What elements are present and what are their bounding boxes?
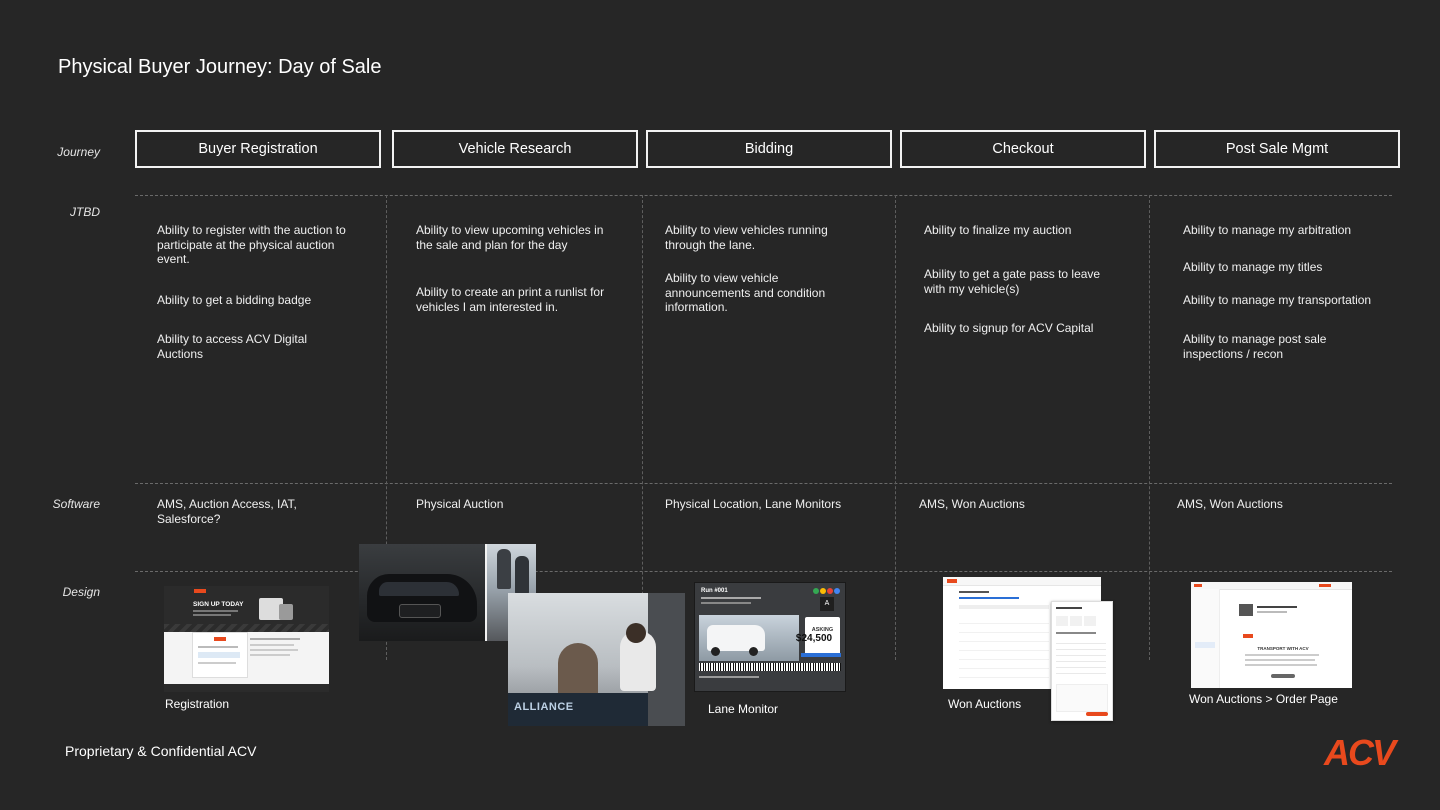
stage-checkout: Checkout [900, 130, 1146, 168]
divider-jtbd [135, 195, 1392, 196]
jtbd-item: Ability to get a bidding badge [157, 293, 312, 307]
jtbd-item: Ability to manage my transportation [1183, 293, 1372, 307]
run-number: Run #001 [701, 588, 728, 594]
footer-confidential: Proprietary & Confidential ACV [65, 743, 257, 759]
jtbd-item: Ability to manage post sale inspections / recon [1183, 332, 1327, 361]
jtbd-item: Ability to register with the auction to participate at the physical auction event. [157, 223, 346, 266]
jtbd-item: Ability to manage my arbitration [1183, 223, 1352, 237]
software-item: AMS, Won Auctions [1177, 497, 1283, 511]
column-divider [1149, 195, 1150, 660]
acv-logo-text: ACV [1324, 732, 1395, 770]
divider-software [135, 483, 1392, 484]
stage-bidding: Bidding [646, 130, 892, 168]
divider-design [135, 571, 1392, 572]
alliance-sign: ALLIANCE [514, 701, 574, 713]
jtbd-item: Ability to signup for ACV Capital [924, 321, 1094, 335]
checkout-modal-screenshot [1051, 601, 1113, 721]
software-item: Physical Auction [416, 497, 504, 511]
lane-photo [508, 593, 685, 726]
transport-heading: TRANSPORT WITH ACV [1257, 646, 1309, 651]
stage-post-sale-mgmt: Post Sale Mgmt [1154, 130, 1400, 168]
jtbd-item: Ability to finalize my auction [924, 223, 1072, 237]
jtbd-item: Ability to access ACV Digital Auctions [157, 332, 308, 361]
caption-lane-monitor: Lane Monitor [708, 702, 779, 716]
row-label-software: Software [52, 497, 100, 511]
caption-registration: Registration [165, 697, 230, 711]
asking-price: $24,500 [795, 633, 833, 644]
jtbd-item: Ability to view vehicles running through the lane. [665, 223, 828, 252]
acv-logo-mark [1322, 732, 1402, 770]
signup-heading: SIGN UP TODAY [193, 601, 244, 608]
asking-label: ASKING [811, 627, 834, 633]
row-label-jtbd: JTBD [70, 205, 100, 219]
registration-screenshot [164, 586, 329, 692]
jtbd-item: Ability to get a gate pass to leave with my vehicle(s) [924, 267, 1101, 296]
stage-buyer-registration: Buyer Registration [135, 130, 381, 168]
jtbd-item: Ability to view vehicle announcements and condition information. [665, 271, 826, 314]
stage-vehicle-research: Vehicle Research [392, 130, 638, 168]
row-label-design: Design [62, 585, 100, 599]
page-title: Physical Buyer Journey: Day of Sale [58, 56, 382, 78]
row-label-journey: Journey [57, 145, 100, 159]
caption-order-page: Won Auctions > Order Page [1189, 692, 1338, 706]
jtbd-item: Ability to view upcoming vehicles in the sale and plan for the day [416, 223, 604, 252]
software-item: AMS, Won Auctions [919, 497, 1025, 511]
column-divider [895, 195, 896, 660]
jtbd-item: Ability to manage my titles [1183, 260, 1323, 274]
jtbd-item: Ability to create an print a runlist for vehicles I am interested in. [416, 285, 605, 314]
lane-monitor-screenshot: Run #001 A ASKING $24,500 [694, 582, 846, 692]
software-item: Physical Location, Lane Monitors [665, 497, 842, 511]
column-divider [642, 195, 643, 660]
acv-logo [1322, 732, 1402, 775]
caption-won-auctions: Won Auctions [948, 697, 1022, 711]
software-item: AMS, Auction Access, IAT, Salesforce? [157, 497, 297, 526]
order-page-screenshot [1191, 582, 1352, 688]
